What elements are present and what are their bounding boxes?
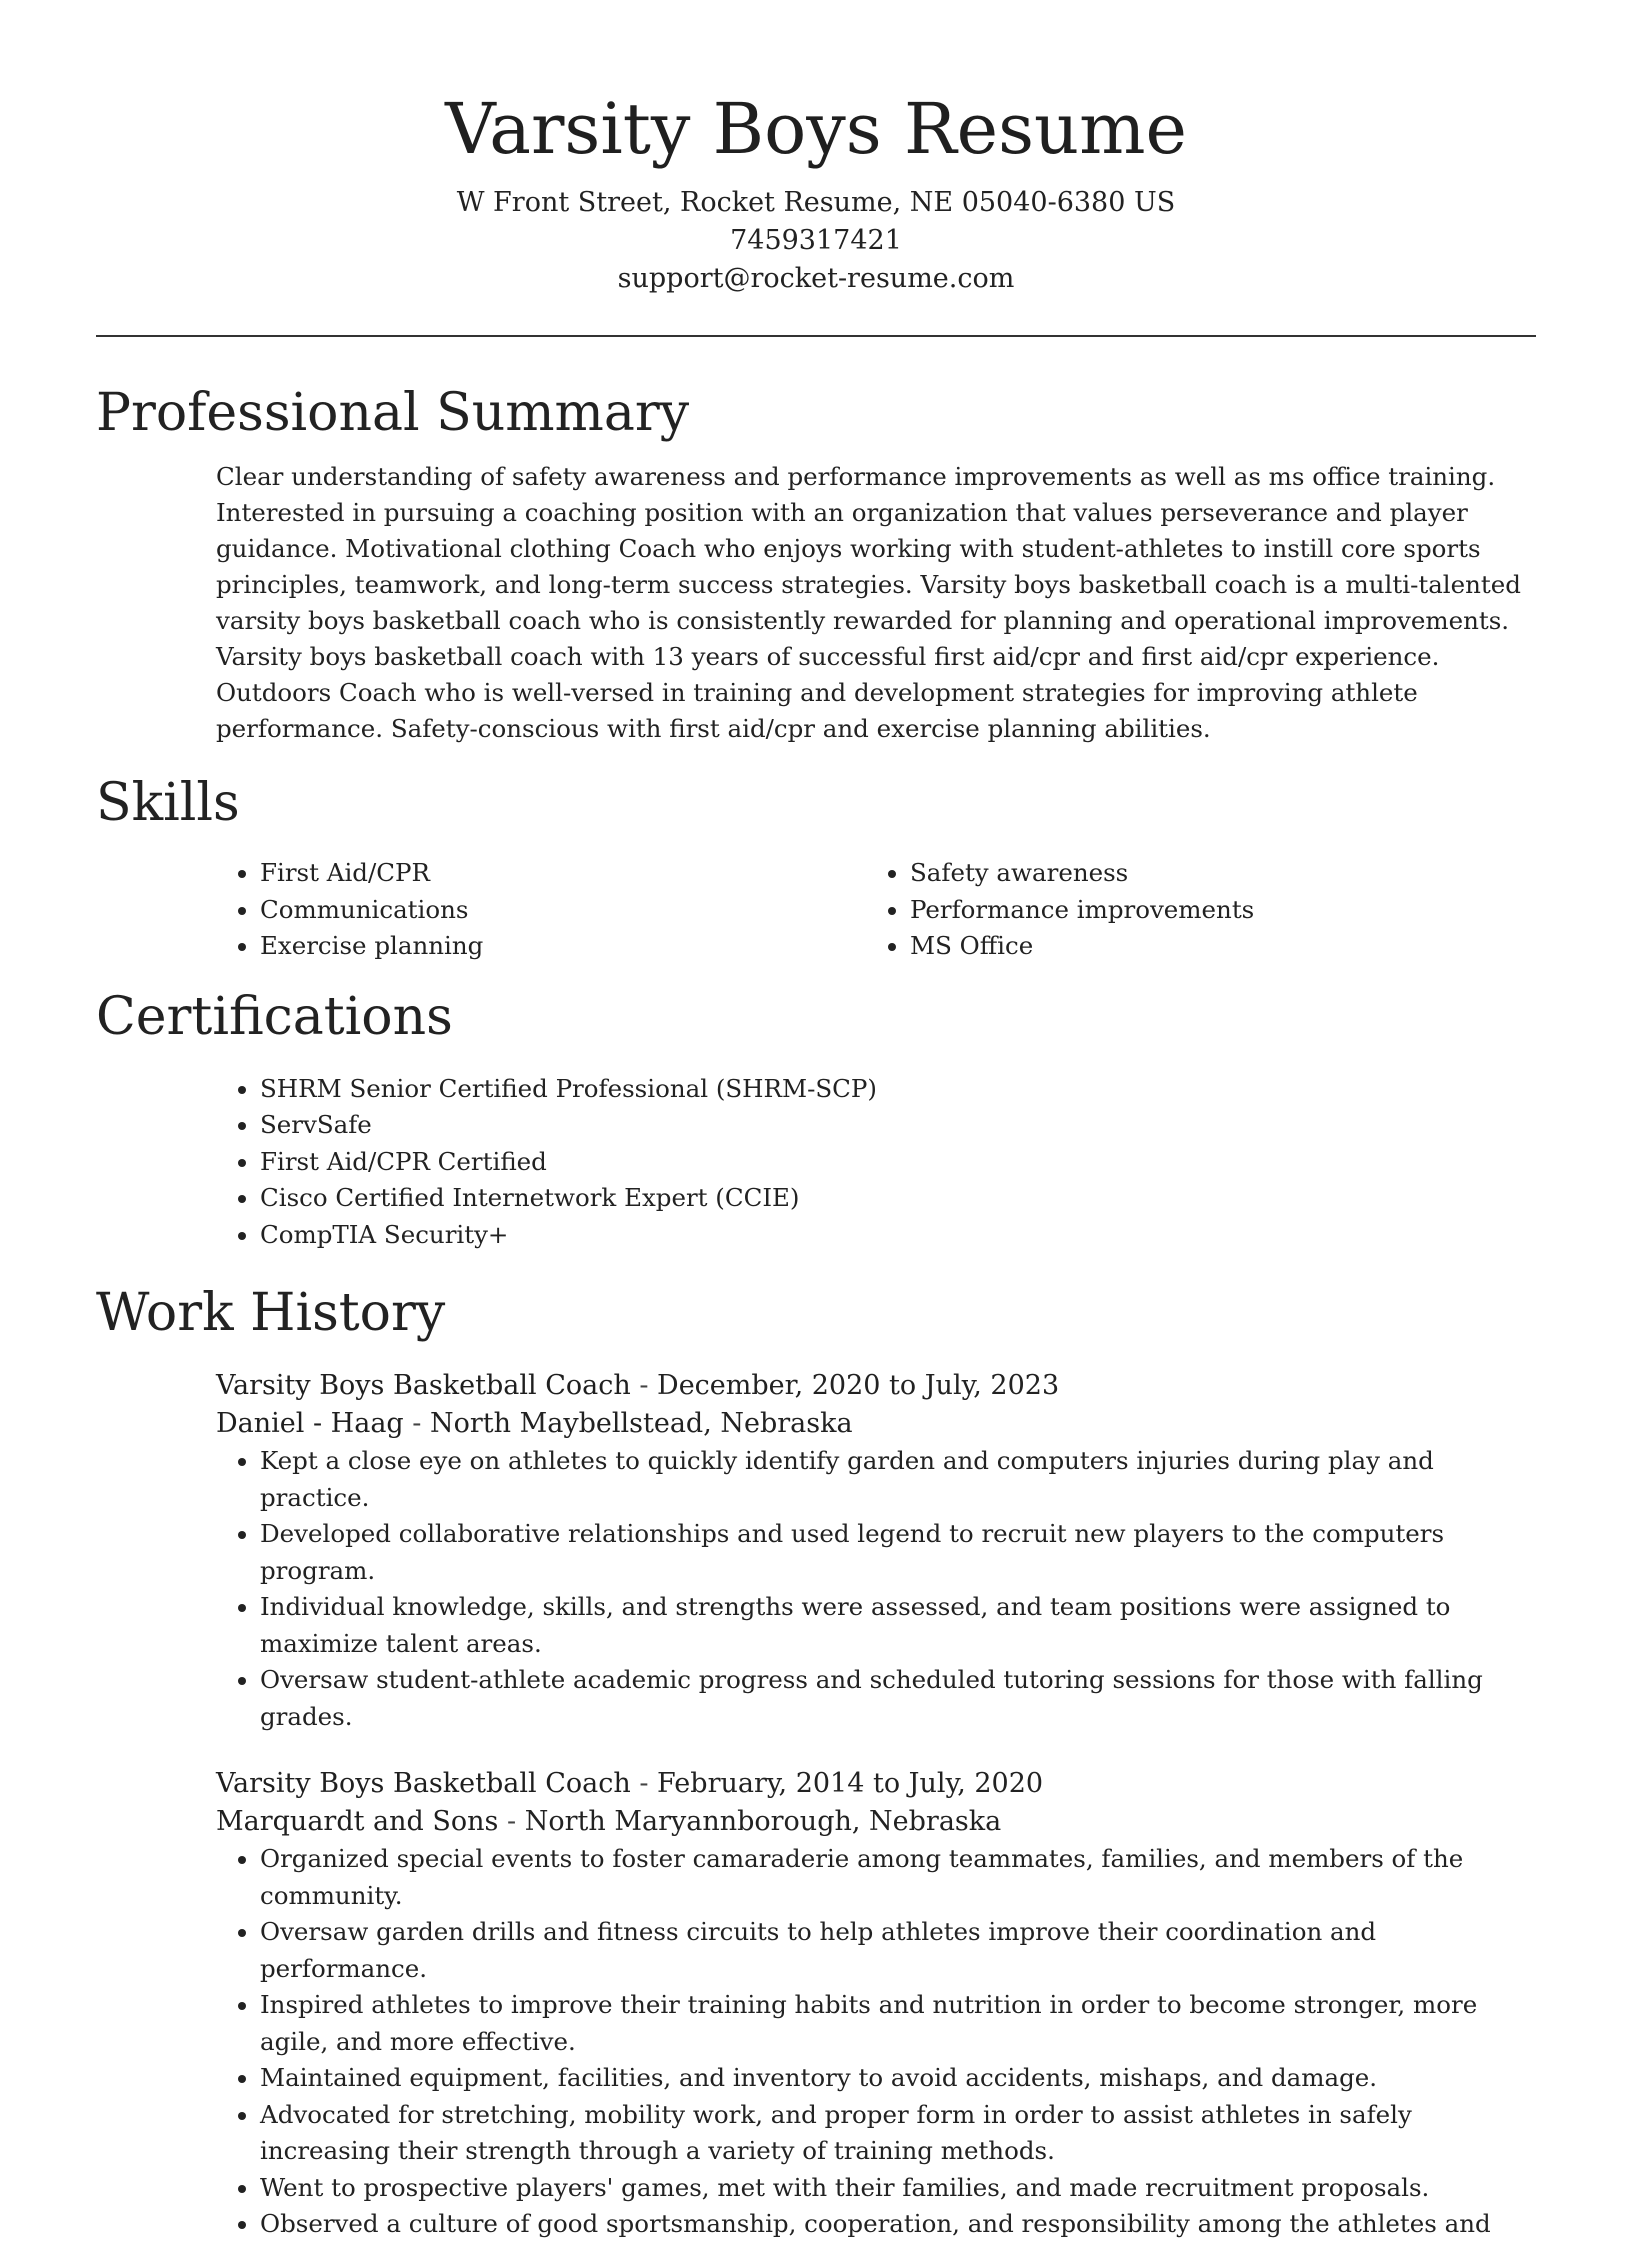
skill-item: • Communications [260,892,866,929]
job-bullet: • Maintained equipment, facilities, and inventory to avoid accidents, mishaps, and damage. [260,2060,1536,2097]
contact-email: support@rocket-resume.com [617,263,1015,294]
job-bullet: • Observed a culture of good sportsmanship, cooperation, and responsibility among the athletes and [260,2206,1536,2243]
certifications-list [216,1071,1536,1254]
job-entry [216,1765,1536,2243]
skills-column-left [216,855,866,965]
job-separator: - [507,1806,517,1837]
header-divider [96,335,1536,337]
contact-phone: 7459317421 [730,225,902,256]
job-bullet: • Oversaw garden drills and fitness circuits to help athletes improve their coordination and performance. [260,1914,1536,1987]
job-bullet: • Went to prospective players' games, met with their families, and made recruitment proposals. [260,2170,1536,2207]
skills-column-right [866,855,1516,965]
resume-name: Varsity Boys Resume [445,88,1187,170]
skill-item: • First Aid/CPR [260,855,866,892]
skill-item: • Exercise planning [260,928,866,965]
resume-header [96,0,1536,298]
skills-title: Skills [96,773,240,833]
job-bullet: • Oversaw student-athlete academic progress and scheduled tutoring sessions for those with falling grades. [260,1662,1536,1735]
job-bullet: • Advocated for stretching, mobility work, and proper form in order to assist athletes in safely increasing their strength through a variety of training methods. [260,2097,1536,2170]
skills-list-right [866,855,1516,965]
certifications-list-wrap [216,1071,1536,1254]
job-dates: December, 2020 to July, 2023 [657,1370,1060,1401]
job-title-line [216,1367,1536,1405]
skill-item: • MS Office [910,928,1516,965]
resume-page [96,0,1536,2243]
job-dates: February, 2014 to July, 2020 [657,1768,1044,1799]
job-responsibilities [216,1443,1536,1735]
work-history-section [96,1281,1536,2243]
skills-columns [216,855,1536,965]
summary-section [96,381,1536,747]
job-location: North Maybellstead, Nebraska [430,1408,853,1439]
summary-text: Clear understanding of safety awareness and performance improvements as well as ms office training. Interested in pursuing a coaching position with an organization that values perseverance and player guidance. Motivational clothing Coach who enjoys working with student-athletes to instill core sports principles, teamwork, and long-term success strategies. Varsity boys basketball coach is a multi-talented varsity boys basketball coach who is consistently rewarded for planning and operational improvements. Varsity boys basketball coach with 13 years of successful first aid/cpr and first aid/cpr experience. Outdoors Coach who is well-versed in training and development strategies for improving athlete performance. Safety-conscious with first aid/cpr and exercise planning abilities. [216,462,1521,743]
job-entry [216,1367,1536,1735]
certifications-title: Certifications [96,986,453,1047]
summary-title: Professional Summary [96,383,690,443]
skills-list-left [216,855,866,965]
job-title: Varsity Boys Basketball Coach [216,1768,631,1799]
contact-address: W Front Street, Rocket Resume, NE 05040-6380 US [456,187,1176,218]
certification-item: • CompTIA Security+ [260,1217,1536,1254]
job-location: North Maryannborough, Nebraska [524,1806,1002,1837]
certification-item: • ServSafe [260,1107,1536,1144]
work-history-title: Work History [96,1283,446,1343]
job-company-line [216,1803,1536,1841]
contact-block [96,184,1536,298]
job-title: Varsity Boys Basketball Coach [216,1370,631,1401]
job-bullet: • Organized special events to foster camaraderie among teammates, families, and members of the community. [260,1841,1536,1914]
job-responsibilities [216,1841,1536,2243]
job-title-line [216,1765,1536,1803]
job-company: Marquardt and Sons [216,1806,499,1837]
job-company-line [216,1405,1536,1443]
job-separator: - [639,1370,649,1401]
job-bullet: • Individual knowledge, skills, and strengths were assessed, and team positions were assigned to maximize talent areas. [260,1589,1536,1662]
certifications-section [96,985,1536,1254]
job-bullet: • Kept a close eye on athletes to quickly identify garden and computers injuries during play and practice. [260,1443,1536,1516]
job-separator: - [412,1408,422,1439]
job-separator: - [639,1768,649,1799]
job-company: Daniel - Haag [216,1408,404,1439]
certification-item: • SHRM Senior Certified Professional (SHRM-SCP) [260,1071,1536,1108]
job-bullet: • Inspired athletes to improve their training habits and nutrition in order to become stronger, more agile, and more effective. [260,1987,1536,2060]
certification-item: • Cisco Certified Internetwork Expert (CCIE) [260,1180,1536,1217]
skill-item: • Performance improvements [910,892,1516,929]
skills-section [96,771,1536,965]
certification-item: • First Aid/CPR Certified [260,1144,1536,1181]
job-bullet: • Developed collaborative relationships and used legend to recruit new players to the computers program. [260,1516,1536,1589]
skill-item: • Safety awareness [910,855,1516,892]
